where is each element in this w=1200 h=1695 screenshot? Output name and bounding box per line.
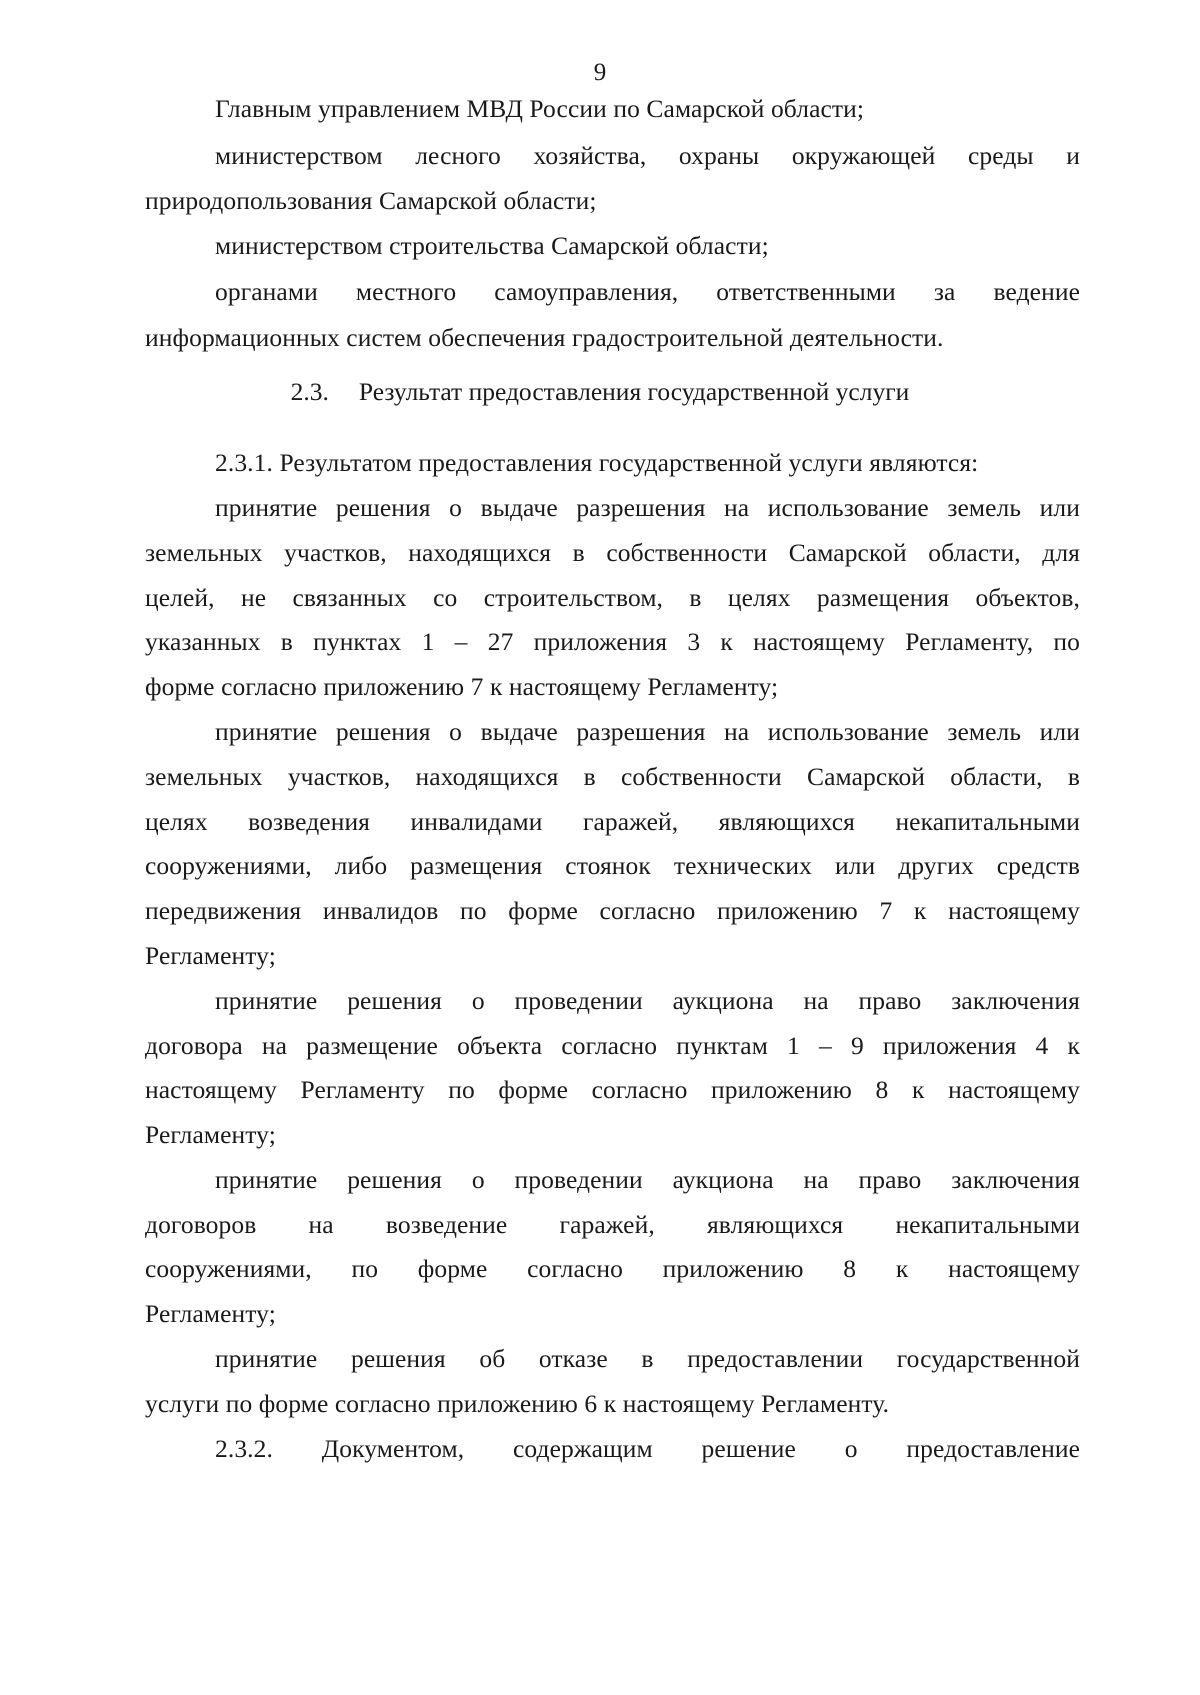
text-line: целей, не связанных со строительством, в целях размещения объектов, — [145, 583, 1080, 612]
section-number: 2.3. — [290, 377, 329, 406]
text-line: природопользования Самарской области; — [145, 186, 597, 215]
section-heading — [0, 376, 1200, 408]
text-line: земельных участков, находящихся в собственности Самарской области, для — [145, 538, 1080, 567]
text-line: Регламенту; — [145, 1120, 276, 1149]
text-line: принятие решения о выдаче разрешения на использование земель или — [215, 493, 1080, 522]
text-line: принятие решения о проведении аукциона на право заключения — [215, 1165, 1080, 1194]
text-line: сооружениями, по форме согласно приложению 8 к настоящему — [145, 1254, 1080, 1283]
section-title: Результат предоставления государственной услуги — [358, 377, 910, 406]
text-line: органами местного самоуправления, ответственными за ведение — [215, 277, 1080, 306]
text-line: целях возведения инвалидами гаражей, являющихся некапитальными — [145, 807, 1080, 836]
text-line: передвижения инвалидов по форме согласно приложению 7 к настоящему — [145, 896, 1080, 925]
text-line: министерством строительства Самарской области; — [215, 231, 769, 260]
text-line: Регламенту; — [145, 1299, 276, 1328]
text-line: договоров на возведение гаражей, являющихся некапитальными — [145, 1210, 1080, 1239]
text-line: услуги по форме согласно приложению 6 к настоящему Регламенту. — [145, 1389, 890, 1418]
text-line: принятие решения об отказе в предоставлении государственной — [215, 1344, 1080, 1373]
text-line: министерством лесного хозяйства, охраны окружающей среды и — [215, 141, 1080, 170]
text-line: указанных в пунктах 1 – 27 приложения 3 к настоящему Регламенту, по — [145, 627, 1080, 656]
page-number: 9 — [593, 59, 607, 86]
text-line: Главным управлением МВД России по Самарской области; — [215, 94, 865, 123]
text-line: сооружениями, либо размещения стоянок технических или других средств — [145, 851, 1080, 880]
text-line: земельных участков, находящихся в собственности Самарской области, в — [145, 762, 1080, 791]
text-line: форме согласно приложению 7 к настоящему Регламенту; — [145, 672, 779, 701]
text-line: 2.3.2. Документом, содержащим решение о предоставление — [215, 1434, 1080, 1463]
text-line: настоящему Регламенту по форме согласно приложению 8 к настоящему — [145, 1075, 1080, 1104]
text-line: принятие решения о проведении аукциона на право заключения — [215, 986, 1080, 1015]
text-line: 2.3.1. Результатом предоставления государственной услуги являются: — [215, 448, 979, 477]
text-line: Регламенту; — [145, 941, 276, 970]
text-line: информационных систем обеспечения градостроительной деятельности. — [145, 323, 944, 352]
text-line: принятие решения о выдаче разрешения на использование земель или — [215, 717, 1080, 746]
text-line: договора на размещение объекта согласно пунктам 1 – 9 приложения 4 к — [145, 1031, 1080, 1060]
